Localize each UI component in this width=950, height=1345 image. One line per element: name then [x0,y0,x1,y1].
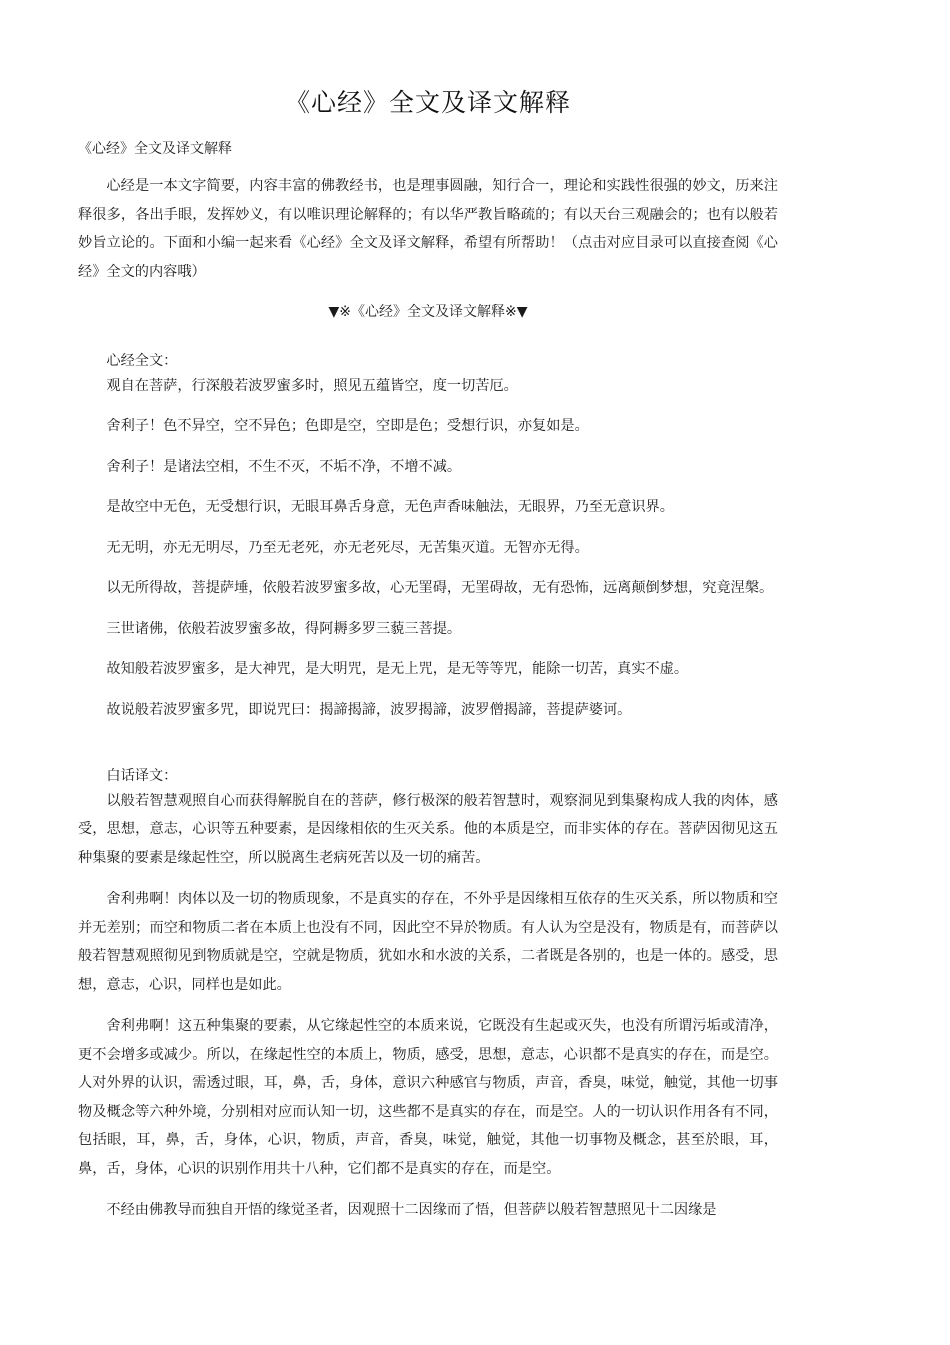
sutra-paragraph: 以无所得故，菩提萨埵，依般若波罗蜜多故，心无罣碍，无罣碍故，无有恐怖，远离颠倒梦想，究竟涅槃。 [106,580,774,596]
translation-paragraph: 舍利弗啊！这五种集聚的要素，从它缘起性空的本质来说，它既没有生起或灭失，也没有所谓污垢或清净，更不会增多或减少。所以，在缘起性空的本质上，物质，感受，思想，意志，心识都不是真实的存在，而是空。人对外界的认识，需透过眼，耳，鼻，舌，身体，意识六种感官与物质，声音，香臭，味觉，触觉，其他一切事物及概念等六种外境，分别相对应而认知一切，这些都不是真实的存在，而是空。人的一切认识作用各有不同，包括眼，耳，鼻，舌，身体，心识，物质，声音，香臭，味觉，触觉，其他一切事物及概念，甚至於眼，耳，鼻，舌，身体，心识的识别作用共十八种，它们都不是真实的存在，而是空。 [78,1018,778,1177]
document-page [78,0,778,1225]
sutra-paragraph: 无无明，亦无无明尽，乃至无老死，亦无老死尽，无苦集灭道。无智亦无得。 [106,539,589,556]
sutra-paragraph: 故说般若波罗蜜多咒，即说咒曰：揭諦揭諦，波罗揭諦，波罗僧揭諦，菩提萨婆诃。 [106,701,632,718]
sutra-paragraph: 是故空中无色，无受想行识，无眼耳鼻舌身意，无色声香味触法，无眼界，乃至无意识界。 [106,499,674,515]
translation-section-label: 白话译文： [106,768,178,784]
sutra-paragraph: 故知般若波罗蜜多，是大神咒，是大明咒，是无上咒，是无等等咒，能除一切苦，真实不虚。 [106,661,689,677]
translation-paragraph: 以般若智慧观照自心而获得解脱自在的菩萨，修行极深的般若智慧时，观察洞见到集聚构成人我的肉体，感受，思想，意志，心识等五种要素，是因缘相依的生灭关系。他的本质是空，而非实体的存在。菩萨因彻见这五种集聚的要素是缘起性空，所以脱离生老病死苦以及一切的痛苦。 [78,792,778,866]
translation-paragraph: 舍利弗啊！肉体以及一切的物质现象，不是真实的存在，不外乎是因缘相互依存的生灭关系，所以物质和空并无差别；而空和物质二者在本质上也没有不同，因此空不异於物质。有人认为空是没有，物质是有，而菩萨以般若智慧观照彻见到物质就是空，空就是物质，犹如水和水波的关系，二者既是各别的，也是一体的。感受，思想，意志，心识，同样也是如此。 [78,891,778,993]
sutra-paragraph: 观自在菩萨，行深般若波罗蜜多时，照见五蕴皆空，度一切苦厄。 [106,377,518,394]
sutra-paragraph: 三世诸佛，依般若波罗蜜多故，得阿耨多罗三藐三菩提。 [106,620,462,637]
sutra-paragraph: 舍利子！色不异空，空不异色；色即是空，空即是色；受想行识，亦复如是。 [106,418,589,434]
sutra-paragraph: 舍利子！是诸法空相，不生不灭，不垢不净，不增不减。 [106,458,462,475]
document-title: 《心经》全文及译文解释 [284,88,571,117]
document-subtitle: 《心经》全文及译文解释 [78,141,232,157]
toc-link[interactable]: ▼※《心经》全文及译文解释※▼ [328,304,528,320]
translation-paragraph: 不经由佛教导而独自开悟的缘觉圣者，因观照十二因缘而了悟，但菩萨以般若智慧照见十二因缘是 [106,1202,717,1218]
intro-paragraph: 心经是一本文字简要，内容丰富的佛教经书，也是理事圆融，知行合一，理论和实践性很强的妙文，历来注释很多，各出手眼，发挥妙义，有以唯识理论解释的；有以华严教旨略疏的；有以天台三观融会的；也有以般若妙旨立论的。下面和小编一起来看《心经》全文及译文解释，希望有所帮助！（点击对应目录可以直接查阅《心经》全文的内容哦） [78,178,778,280]
sutra-section-label: 心经全文： [106,353,178,369]
